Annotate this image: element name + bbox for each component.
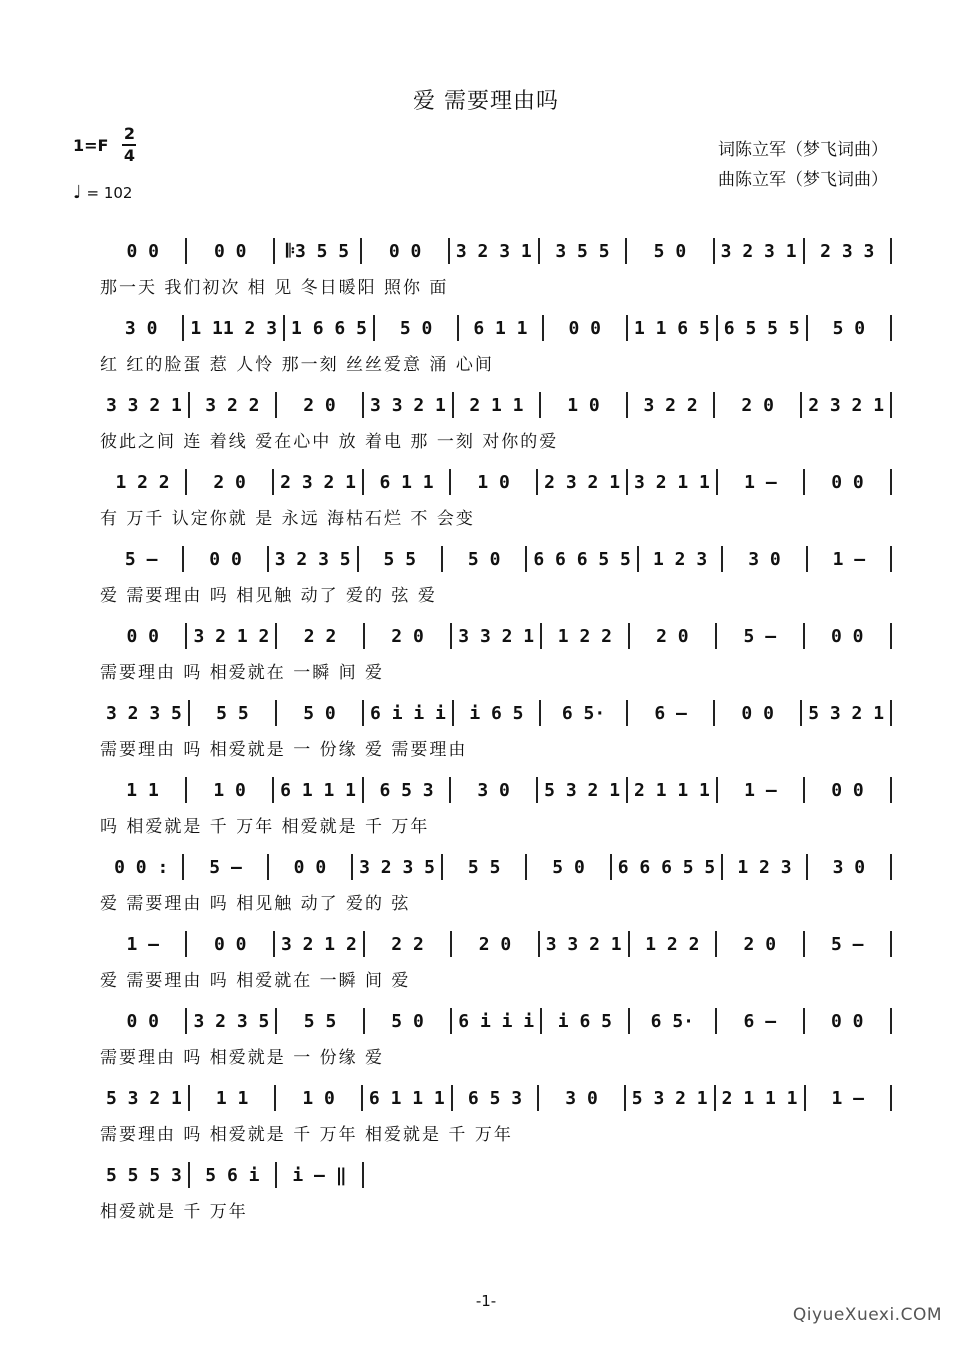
measure: 0 0 [269, 854, 353, 880]
lyrics-row: 需要理由 吗 相爱就是 千 万年 相爱就是 千 万年 [100, 1125, 513, 1145]
measure: 1 – [806, 1085, 893, 1111]
time-signature-top: 2 [123, 124, 136, 143]
watermark-text: QiyueXuexi.COM [792, 1305, 942, 1325]
measure: 1 2 3 [639, 546, 723, 572]
measure: 6 1 1 [459, 315, 543, 341]
measure: 0 0 [805, 777, 892, 803]
measure: 6 5 5 5 [718, 315, 808, 341]
notation-row [100, 1162, 364, 1188]
measure: 6 5 3 [364, 777, 451, 803]
measure: 0 0 [187, 931, 274, 957]
lyrics-row: 需要理由 吗 相爱就是 一 份缘 爱 需要理由 [100, 740, 468, 760]
measure: 5 5 [277, 1008, 364, 1034]
measure: 3 2 2 [190, 392, 277, 418]
measure: 2 0 [277, 392, 364, 418]
score-body [100, 232, 892, 1233]
measure: 1 2 2 [100, 469, 187, 495]
measure: 1 – [100, 931, 187, 957]
measure: 2 1 1 1 [716, 1085, 806, 1111]
measure: 5 0 [527, 854, 611, 880]
measure: 5 0 [375, 315, 459, 341]
measure: i 6 5 [454, 700, 541, 726]
credits [718, 135, 888, 195]
tempo [73, 184, 136, 202]
tempo-value: = 102 [86, 184, 133, 202]
measure: 6 6 6 5 5 [612, 854, 724, 880]
score-system [100, 925, 892, 1002]
measure: 5 0 [627, 238, 714, 264]
measure: 6 1 1 1 [363, 1085, 453, 1111]
measure: 5 5 [190, 700, 277, 726]
measure: 2 0 [365, 623, 452, 649]
measure: 3 2 2 [628, 392, 715, 418]
measure: 5 0 [277, 700, 364, 726]
measure: 3 0 [100, 315, 184, 341]
measure: 5 5 5 3 [100, 1162, 190, 1188]
score-system [100, 463, 892, 540]
lyrics-row: 需要理由 吗 相爱就在 一瞬 间 爱 [100, 663, 385, 683]
measure: 3 3 2 1 [364, 392, 454, 418]
measure: 0 0 [715, 700, 802, 726]
notation-row [100, 777, 892, 803]
lyrics-row: 相爱就是 千 万年 [100, 1202, 248, 1222]
measure: i 6 5 [542, 1008, 629, 1034]
measure: 1 6 6 5 [285, 315, 375, 341]
measure: 5 – [805, 931, 892, 957]
notation-row [100, 546, 892, 572]
measure: 1 – [718, 777, 805, 803]
measure: 3 2 1 2 [275, 931, 365, 957]
measure: 0 0 [805, 469, 892, 495]
score-system [100, 309, 892, 386]
measure: 3 0 [808, 854, 892, 880]
notation-row [100, 623, 892, 649]
score-system [100, 1002, 892, 1079]
notation-row [100, 931, 892, 957]
measure: 6 5 3 [453, 1085, 540, 1111]
measure: 1 2 2 [630, 931, 717, 957]
lyrics-row: 需要理由 吗 相爱就是 一 份缘 爱 [100, 1048, 385, 1068]
notation-row [100, 469, 892, 495]
measure: 3 2 3 1 [450, 238, 540, 264]
quarter-note-icon: ♩ [73, 182, 82, 203]
measure: 3 5 5 [540, 238, 627, 264]
measure: 1 11 2 3 [184, 315, 285, 341]
measure: 3 3 2 1 [452, 623, 542, 649]
notation-row [100, 315, 892, 341]
notation-row [100, 1085, 892, 1111]
measure: 2 3 2 1 [802, 392, 892, 418]
measure: 1 0 [276, 1085, 363, 1111]
notation-row [100, 238, 892, 264]
measure: 3 2 1 1 [628, 469, 718, 495]
measure: 0 0 [100, 238, 187, 264]
measure: 1 0 [187, 777, 274, 803]
measure: 2 2 [277, 623, 364, 649]
measure: 5 3 2 1 [100, 1085, 190, 1111]
lyrics-row: 那一天 我们初次 相 见 冬日暖阳 照你 面 [100, 278, 449, 298]
measure: 1 2 3 [723, 854, 807, 880]
measure: 6 6 6 5 5 [527, 546, 639, 572]
measure: 0 0 [100, 1008, 187, 1034]
score-system [100, 1156, 892, 1233]
measure: 3 3 2 1 [540, 931, 630, 957]
score-system [100, 848, 892, 925]
measure: 5 6 i [190, 1162, 277, 1188]
site-watermark [793, 1305, 942, 1325]
measure: 2 3 2 1 [274, 469, 364, 495]
score-meta [73, 126, 136, 202]
measure: 3 3 2 1 [100, 392, 190, 418]
score-system [100, 617, 892, 694]
measure: 2 0 [715, 392, 802, 418]
measure: 3 2 3 5 [269, 546, 359, 572]
measure: 5 3 2 1 [538, 777, 628, 803]
lyrics-row: 有 万千 认定你就 是 永远 海枯石烂 不 会变 [100, 509, 475, 529]
score-system [100, 694, 892, 771]
measure: 5 – [717, 623, 804, 649]
measure: 3 0 [451, 777, 538, 803]
page-number: -1- [475, 1292, 497, 1310]
notation-row [100, 1008, 892, 1034]
measure: 5 – [100, 546, 184, 572]
lyricist-credit: 词陈立军（梦飞词曲） [718, 140, 888, 160]
measure: 0 0 [100, 623, 187, 649]
lyrics-row: 爱 需要理由 吗 相见触 动了 爱的 弦 [100, 894, 411, 914]
key-and-time [73, 126, 136, 164]
measure: 𝄆3 5 5 [275, 238, 362, 264]
lyrics-row: 爱 需要理由 吗 相见触 动了 爱的 弦 爱 [100, 586, 437, 606]
song-title: 爱 需要理由吗 [413, 89, 559, 114]
measure: 5 3 2 1 [802, 700, 892, 726]
measure: 2 0 [717, 931, 804, 957]
measure: 5 0 [443, 546, 527, 572]
measure: 5 5 [359, 546, 443, 572]
lyrics-row: 彼此之间 连 着线 爱在心中 放 着电 那 一刻 对你的爱 [100, 432, 559, 452]
measure: 2 0 [452, 931, 539, 957]
measure: 2 3 3 [805, 238, 892, 264]
measure: 1 – [808, 546, 892, 572]
measure: 6 i i i [364, 700, 454, 726]
notation-row [100, 700, 892, 726]
measure: 3 2 3 1 [715, 238, 805, 264]
measure: 5 3 2 1 [626, 1085, 716, 1111]
time-signature [122, 126, 136, 164]
measure: 1 1 6 5 [628, 315, 718, 341]
measure: 5 0 [808, 315, 892, 341]
measure: 6 5· [541, 700, 628, 726]
measure: 2 0 [630, 623, 717, 649]
measure: 2 1 1 [454, 392, 541, 418]
measure: 0 0 [805, 1008, 892, 1034]
measure: 5 5 [443, 854, 527, 880]
time-signature-bottom: 4 [123, 146, 136, 165]
measure: 2 0 [187, 469, 274, 495]
measure: 2 1 1 1 [628, 777, 718, 803]
measure: 1 2 2 [542, 623, 629, 649]
score-system [100, 232, 892, 309]
measure: 2 3 2 1 [538, 469, 628, 495]
measure: 0 0 [362, 238, 449, 264]
measure: 1 – [718, 469, 805, 495]
score-system [100, 540, 892, 617]
measure: 0 0 [805, 623, 892, 649]
lyrics-row: 吗 相爱就是 千 万年 相爱就是 千 万年 [100, 817, 430, 837]
score-system [100, 1079, 892, 1156]
measure: 3 2 3 5 [100, 700, 190, 726]
measure: 3 2 1 2 [187, 623, 277, 649]
lyrics-row: 红 红的脸蛋 惹 人怜 那一刻 丝丝爱意 涌 心间 [100, 355, 494, 375]
measure: 6 1 1 1 [274, 777, 364, 803]
measure: 5 – [184, 854, 268, 880]
composer-credit: 曲陈立军（梦飞词曲） [718, 170, 888, 190]
measure: 5 0 [365, 1008, 452, 1034]
notation-row [100, 854, 892, 880]
measure: 2 2 [365, 931, 452, 957]
score-system [100, 386, 892, 463]
measure: i – ‖ [277, 1162, 364, 1188]
measure: 1 0 [541, 392, 628, 418]
measure: 6 i i i [452, 1008, 542, 1034]
measure: 6 – [628, 700, 715, 726]
measure: 3 0 [723, 546, 807, 572]
measure: 3 2 3 5 [187, 1008, 277, 1034]
measure: 0 0 [184, 546, 268, 572]
notation-row [100, 392, 892, 418]
measure: 3 2 3 5 [353, 854, 443, 880]
measure: 0 0 [187, 238, 274, 264]
measure: 0 0 : [100, 854, 184, 880]
measure: 0 0 [544, 315, 628, 341]
measure: 6 1 1 [364, 469, 451, 495]
measure: 3 0 [539, 1085, 626, 1111]
score-system [100, 771, 892, 848]
measure: 1 1 [190, 1085, 277, 1111]
key-signature: 1=F [73, 135, 109, 155]
measure: 1 1 [100, 777, 187, 803]
lyrics-row: 爱 需要理由 吗 相爱就在 一瞬 间 爱 [100, 971, 411, 991]
measure: 1 0 [451, 469, 538, 495]
measure: 6 – [717, 1008, 804, 1034]
measure: 6 5· [630, 1008, 717, 1034]
